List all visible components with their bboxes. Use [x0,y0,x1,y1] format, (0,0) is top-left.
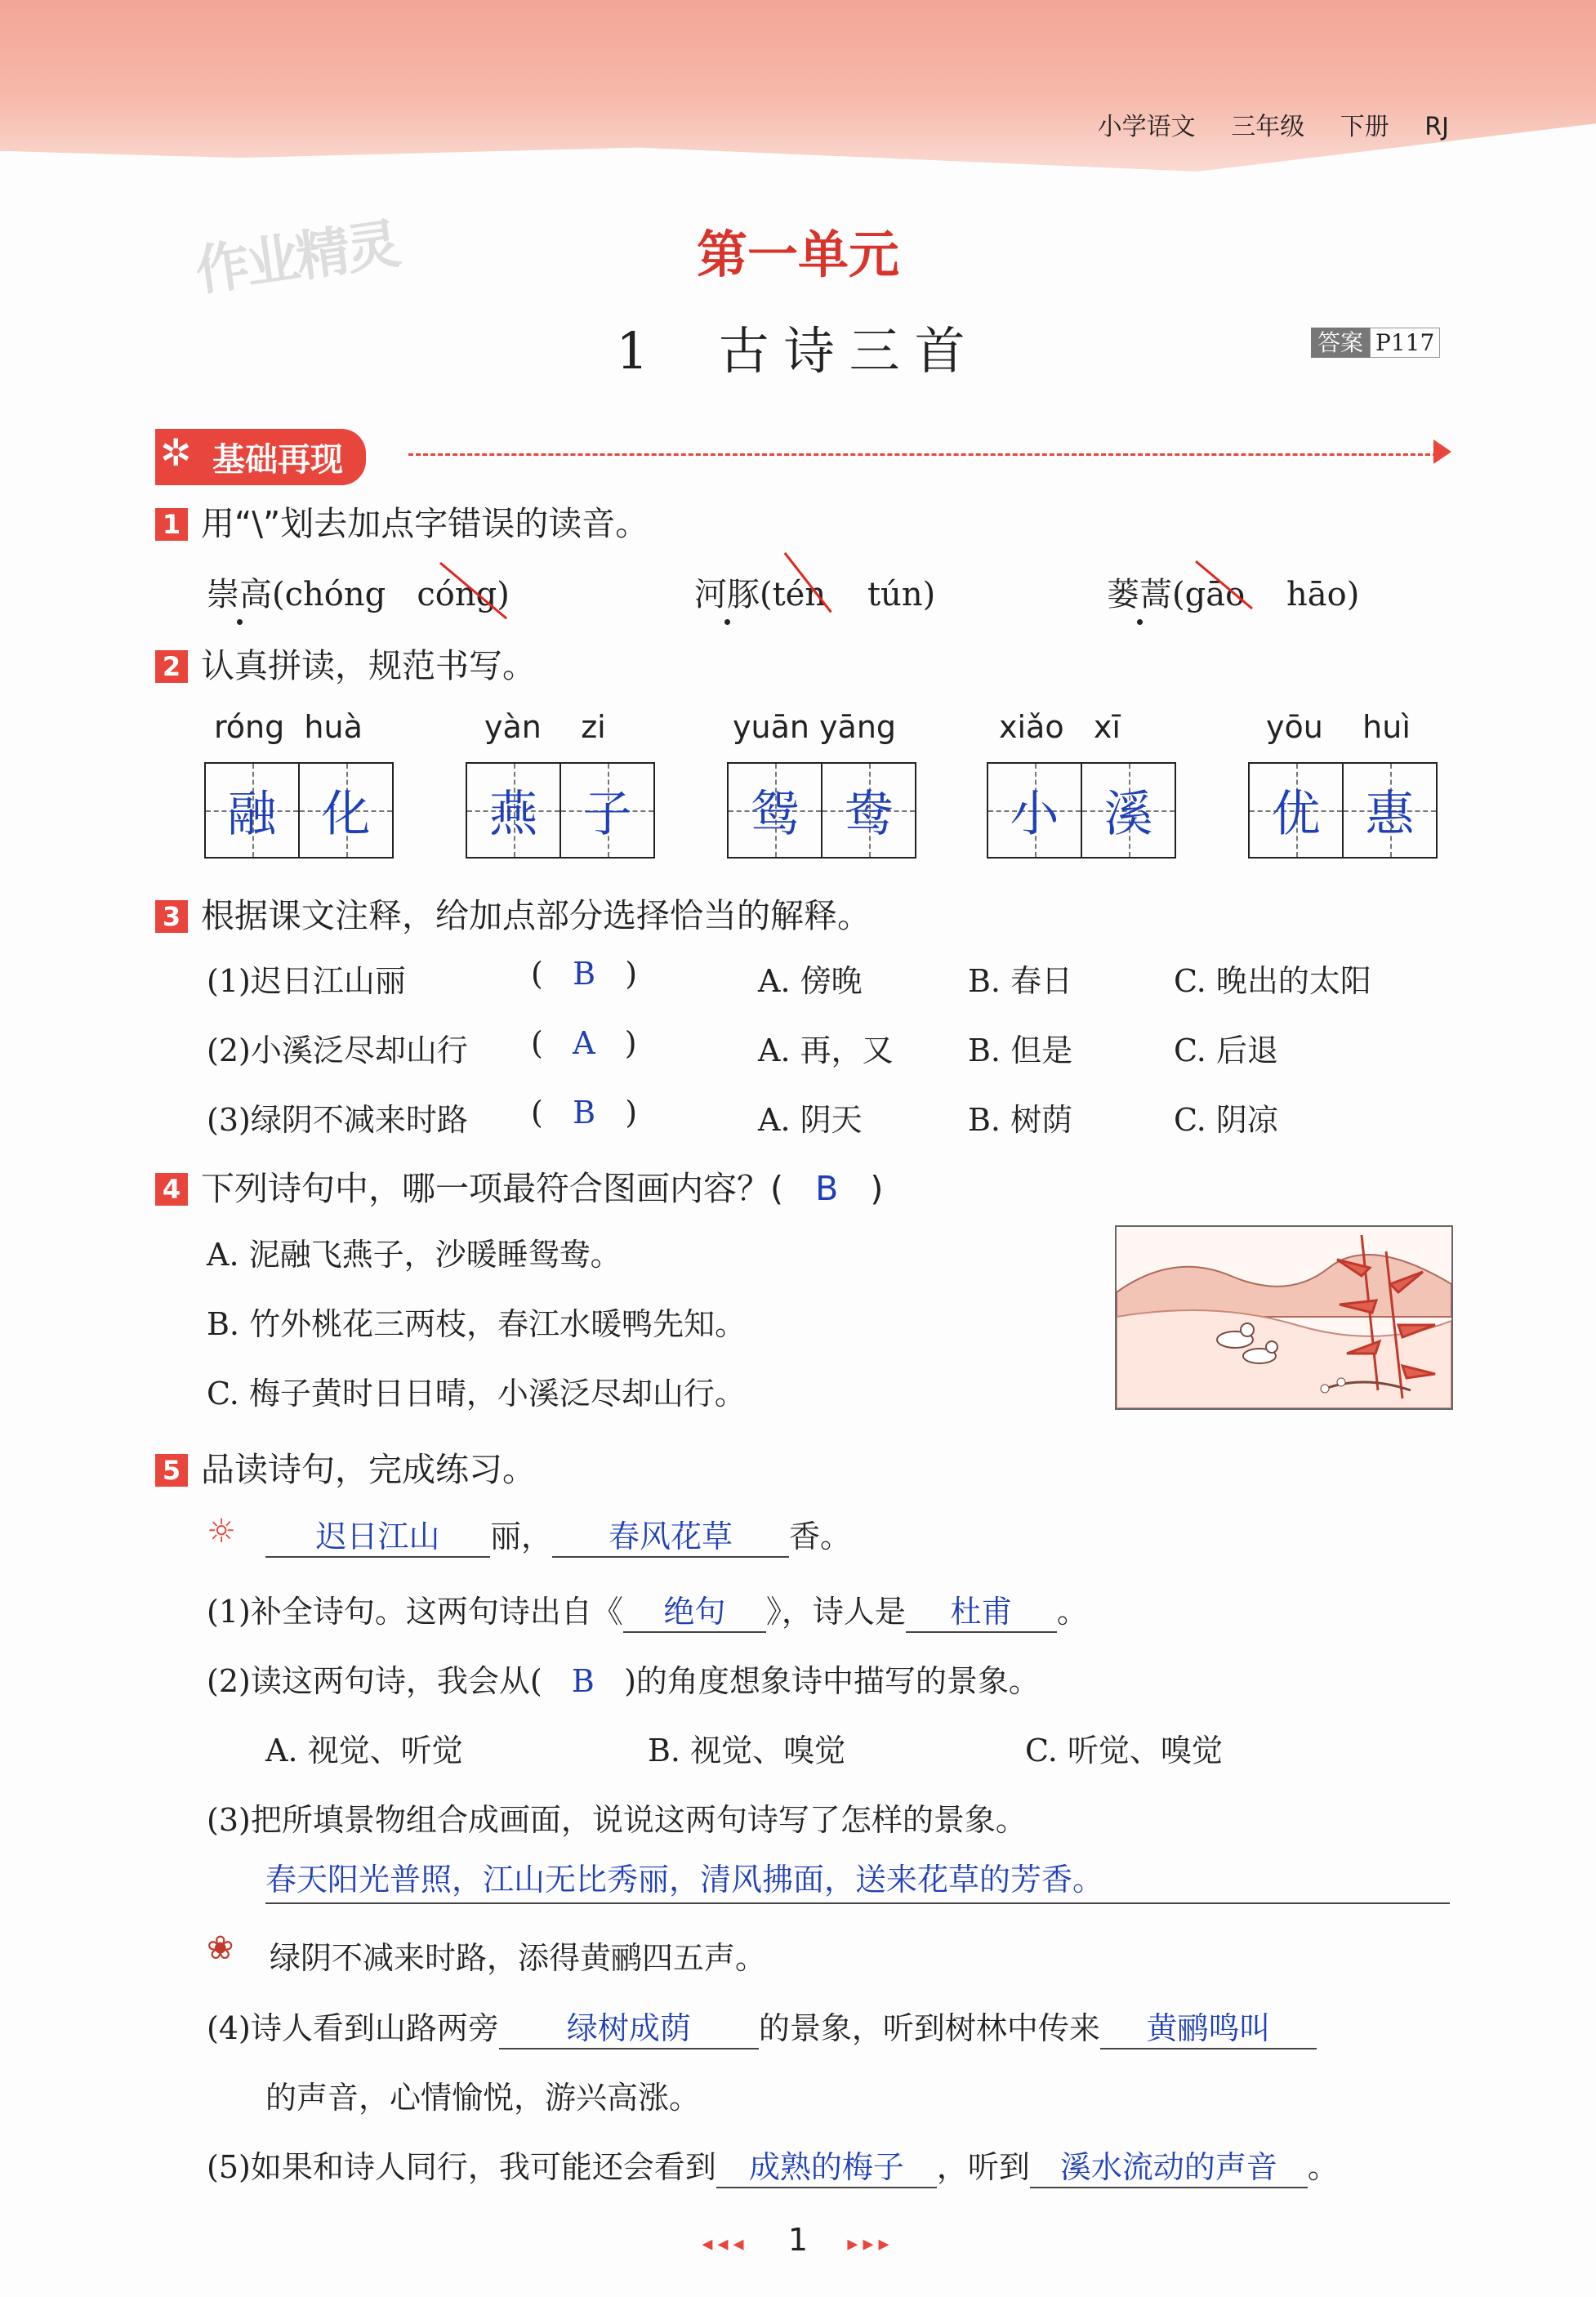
q5-part-4-cont: 的声音，心情愉悦，游兴高涨。 [265,2080,701,2116]
pinyin-option: tén [772,576,827,613]
grid-cell: 融 [206,764,300,857]
bird-icon: ❀ [207,1929,234,1967]
q5-part-2: (2)读这两句诗，我会从( B )的角度想象诗中描写的景象。 [207,1663,1040,1699]
page-footer [0,2222,1596,2258]
pinyin-label: yuān yāng [733,709,897,745]
fill-blank: 绿树成荫 [499,2003,759,2049]
section-divider [408,453,1438,456]
writing-grid [204,762,394,859]
q3-option: C. 晚出的太阳 [1174,963,1371,999]
q3-option: A. 再，又 [758,1033,894,1068]
answer-label: 答案 [1311,328,1370,358]
question-text: 认真拼读，规范书写。 [201,646,536,685]
q3-option: C. 阴凉 [1174,1102,1278,1138]
header-banner [0,0,1596,172]
writing-grid [727,762,916,859]
answer: A [573,1025,595,1061]
edition-label: RJ [1424,113,1449,141]
sun-icon: ☼ [207,1513,236,1550]
pinyin-label: yàn zi [484,709,606,745]
grade-label: 三年级 [1231,113,1305,141]
grid-cell: 化 [300,764,392,857]
q1-word: 崇高 [207,576,272,613]
pinyin-label: róng huà [214,709,363,745]
q3-option: C. 后退 [1174,1033,1278,1068]
q3-option: B. 树荫 [968,1102,1073,1138]
grid-cell: 鸯 [823,764,915,857]
left-arrows-icon: ◂◂◂ [702,2232,749,2256]
question-number: 5 [155,1454,188,1487]
book-info [1070,106,1449,142]
answer: B [573,956,595,992]
grid-cell: 溪 [1082,764,1175,857]
fill-blank: 春风花草 [552,1511,789,1558]
question-text: 用“\”划去加点字错误的读音。 [201,504,649,543]
right-arrows-icon: ▸▸▸ [847,2232,894,2256]
writing-grid [987,762,1176,859]
question-3-heading [155,889,871,937]
fill-blank: 迟日江山 [265,1511,490,1558]
question-text-end: ) [870,1169,884,1208]
arrow-icon [1433,439,1451,464]
runner-icon: ✲ [160,430,192,475]
q1-word: 蒌蒿 [1107,576,1172,613]
answer: B [815,1169,839,1208]
answer: B [571,1663,595,1699]
question-4-heading [155,1162,883,1210]
poem-line-1: 迟日江山 丽， 春风花草 香。 [265,1511,851,1558]
fill-blank: 绝句 [623,1586,766,1633]
pinyin-option: tún [867,576,923,613]
q5-part-1: (1)补全诗句。这两句诗出自《 绝句 》，诗人是 杜甫 。 [207,1586,1088,1633]
scene-illustration [1115,1225,1453,1410]
pinyin-option: cóng [417,576,497,613]
question-number: 1 [155,508,188,541]
watermark-logo: 作业精灵 [191,212,401,303]
q4-option: B. 竹外桃花三两枝，春江水暖鸭先知。 [207,1306,747,1342]
grid-cell: 子 [561,764,653,857]
question-number: 2 [155,650,188,683]
q5-option: C. 听觉、嗅觉 [1025,1733,1223,1768]
pinyin-label: xiǎo xī [999,709,1121,745]
q1-word: 河豚 [694,576,760,613]
answer: B [573,1095,595,1131]
grid-cell: 鸳 [729,764,823,857]
lesson-name: 古诗三首 [718,321,980,381]
question-text: 下列诗句中，哪一项最符合图画内容？( [201,1169,783,1208]
q3-stem: (2)小溪泛尽却山行 [207,1033,468,1068]
q5-option: B. 视觉、嗅觉 [648,1733,846,1768]
q4-option: A. 泥融飞燕子，沙暖睡鸳鸯。 [207,1237,622,1273]
pinyin-option: chóng [284,576,386,613]
q3-answer-slot: ( B ) [531,956,638,992]
question-number: 3 [155,900,188,933]
q5-part-5: (5)如果和诗人同行，我可能还会看到 成熟的梅子 ，听到 溪水流动的声音 。 [207,2142,1339,2188]
q3-option: B. 但是 [968,1033,1073,1068]
fill-blank: 溪水流动的声音 [1030,2142,1308,2188]
section-banner [155,429,366,485]
q3-option: A. 阴天 [758,1102,863,1138]
q5-part-4: (4)诗人看到山路两旁 绿树成荫 的景象，听到树林中传来 黄鹂鸣叫 [207,2003,1317,2049]
grid-cell: 优 [1250,764,1344,857]
q3-answer-slot: ( A ) [531,1025,637,1061]
q1-item-3: 蒌蒿(gāo hāo) [1107,576,1360,613]
lesson-number: 1 [616,321,663,381]
q3-stem: (3)绿阴不减来时路 [207,1102,468,1138]
subject-label: 小学语文 [1097,113,1196,141]
q5-part-3-answer: 春天阳光普照，江山无比秀丽，清风拂面，送来花草的芳香。 [265,1854,1450,1904]
page-number: 1 [787,2222,809,2258]
question-text: 品读诗句，完成练习。 [201,1450,536,1489]
q3-stem: (1)迟日江山丽 [207,963,406,999]
grid-cell: 小 [988,764,1082,857]
q1-item-2: 河豚(tén tún) [694,576,936,613]
section-label: 基础再现 [212,441,343,479]
pinyin-label: yōu huì [1266,709,1411,745]
question-1-heading [155,497,649,545]
writing-grid [1248,762,1438,859]
q4-option: C. 梅子黄时日日晴，小溪泛尽却山行。 [207,1376,746,1412]
volume-label: 下册 [1340,113,1389,141]
grid-cell: 燕 [467,764,561,857]
writing-grid [466,762,655,859]
question-5-heading [155,1443,536,1491]
question-2-heading [155,639,536,687]
q5-part-3: (3)把所填景物组合成画面，说说这两句诗写了怎样的景象。 [207,1802,1027,1838]
fill-blank: 黄鹂鸣叫 [1100,2003,1317,2049]
q3-option: A. 傍晚 [758,963,863,999]
unit-title: 第一单元 [696,225,899,284]
question-number: 4 [155,1173,188,1206]
answer-page: P117 [1370,328,1440,358]
q1-item-1: 崇高(chóng cóng) [207,576,510,613]
poem-line-2: 绿阴不减来时路，添得黄鹂四五声。 [270,1940,767,1976]
q5-option: A. 视觉、听觉 [265,1733,463,1768]
fill-blank: 杜甫 [906,1586,1057,1633]
answer-reference [1311,325,1440,358]
pinyin-option: hāo [1286,576,1347,613]
question-text: 根据课文注释，给加点部分选择恰当的解释。 [201,896,871,935]
grid-cell: 惠 [1344,764,1436,857]
fill-blank: 成熟的梅子 [716,2142,937,2188]
q3-answer-slot: ( B ) [531,1095,638,1131]
pinyin-option: gāo [1184,576,1246,613]
q3-option: B. 春日 [968,963,1073,999]
